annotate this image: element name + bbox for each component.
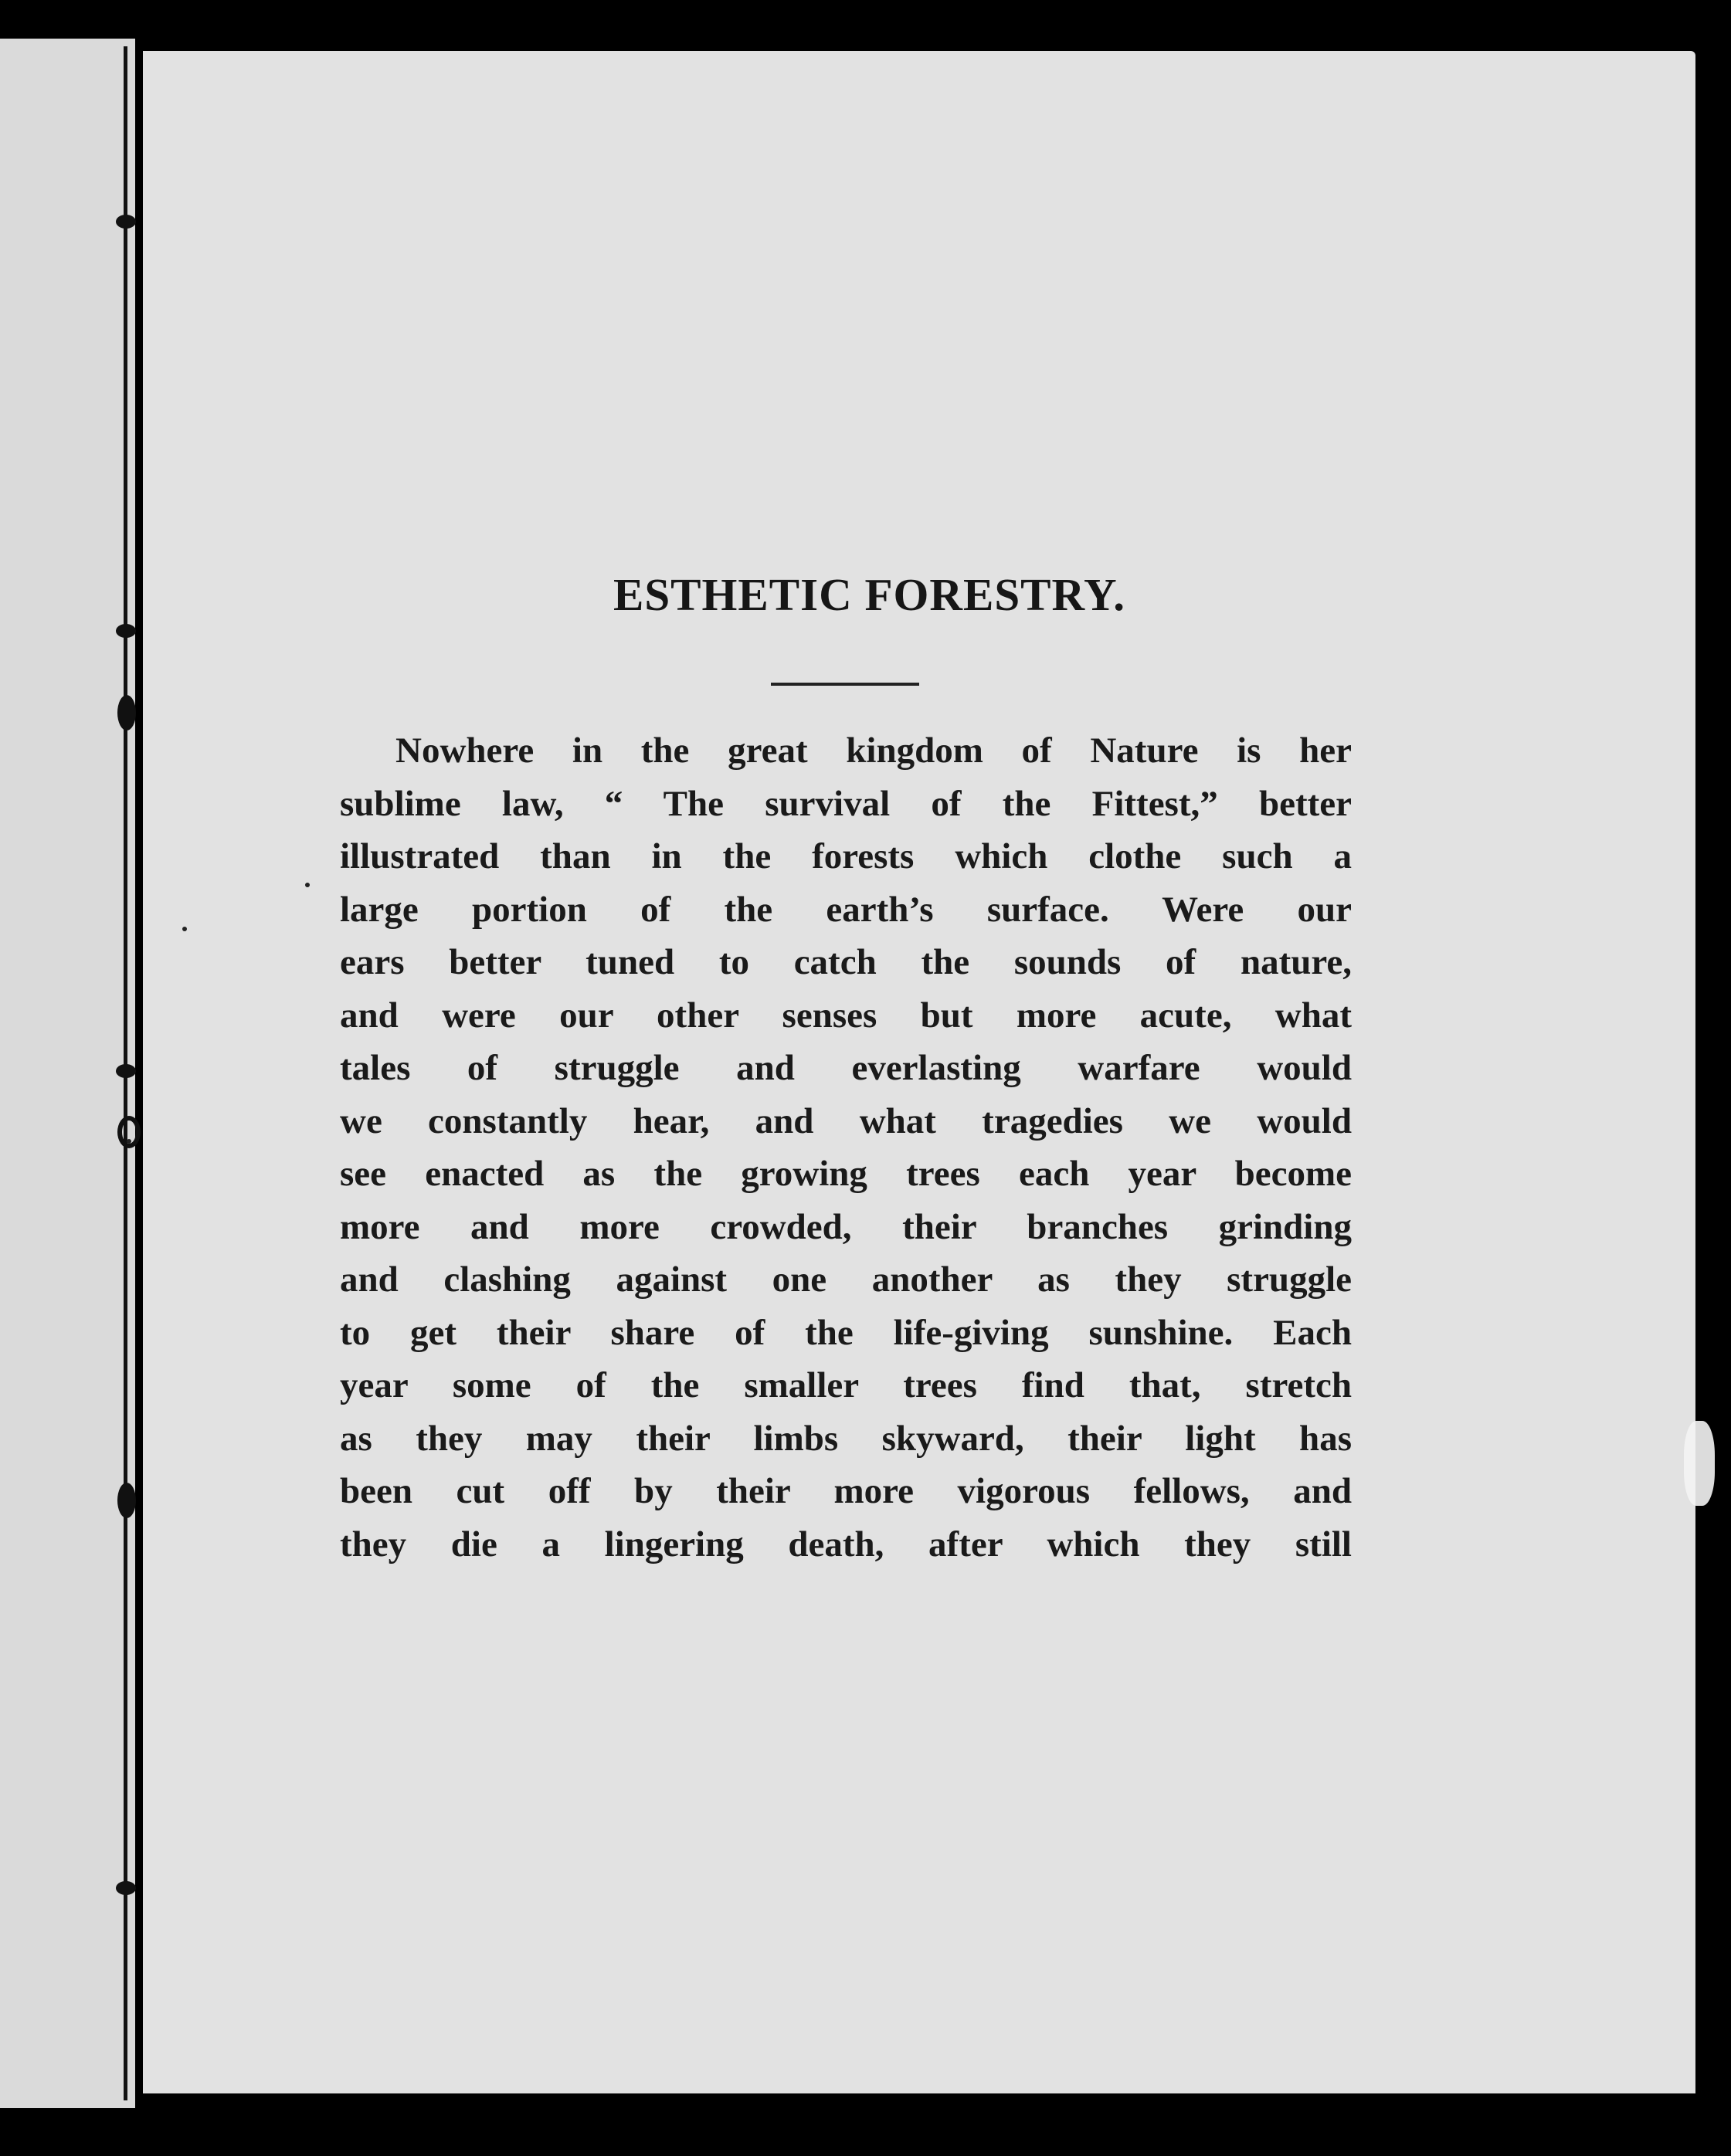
- text-line: as they may their limbs skyward, their light has: [340, 1418, 1352, 1459]
- text-line: illustrated than in the forests which clothe such a: [340, 836, 1352, 876]
- text-line: been cut off by their more vigorous fellows, and: [340, 1471, 1352, 1511]
- binding-stitch: [116, 215, 136, 229]
- text-line: ears better tuned to catch the sounds of nature,: [340, 942, 1352, 982]
- text-line: Nowhere in the great kingdom of Nature is her: [395, 731, 1352, 771]
- text-line: we constantly hear, and what tragedies we would: [340, 1100, 1352, 1141]
- body-paragraph: [340, 724, 1352, 1571]
- scan-speck: [127, 1139, 131, 1144]
- binding-stitch: [117, 695, 136, 731]
- scan-speck: [182, 927, 187, 931]
- title-rule: [771, 683, 919, 686]
- page-title: ESTHETIC FORESTRY.: [613, 569, 1125, 620]
- binding-stitch: [116, 624, 136, 638]
- text-line: and clashing against one another as they struggle: [340, 1259, 1352, 1300]
- text-line: more and more crowded, their branches grinding: [340, 1206, 1352, 1247]
- binding-stitch: [116, 1064, 136, 1078]
- text-line: and were our other senses but more acute, what: [340, 995, 1352, 1036]
- text-line: sublime law, “ The survival of the Fittest,” better: [340, 783, 1352, 824]
- binding-stitch: [117, 1483, 136, 1518]
- text-line: year some of the smaller trees find that, stretch: [340, 1365, 1352, 1405]
- text-line: large portion of the earth’s surface. Were our: [340, 889, 1352, 930]
- text-line: to get their share of the life-giving sunshine. Each: [340, 1312, 1352, 1353]
- page-edge-tear: [1684, 1421, 1715, 1506]
- facing-page-edge: [0, 39, 135, 2108]
- text-line: they die a lingering death, after which they still: [340, 1524, 1352, 1564]
- text-line: see enacted as the growing trees each year become: [340, 1154, 1352, 1194]
- text-line: tales of struggle and everlasting warfare would: [340, 1048, 1352, 1088]
- binding-stitch: [116, 1881, 136, 1895]
- scan-speck: [305, 883, 310, 887]
